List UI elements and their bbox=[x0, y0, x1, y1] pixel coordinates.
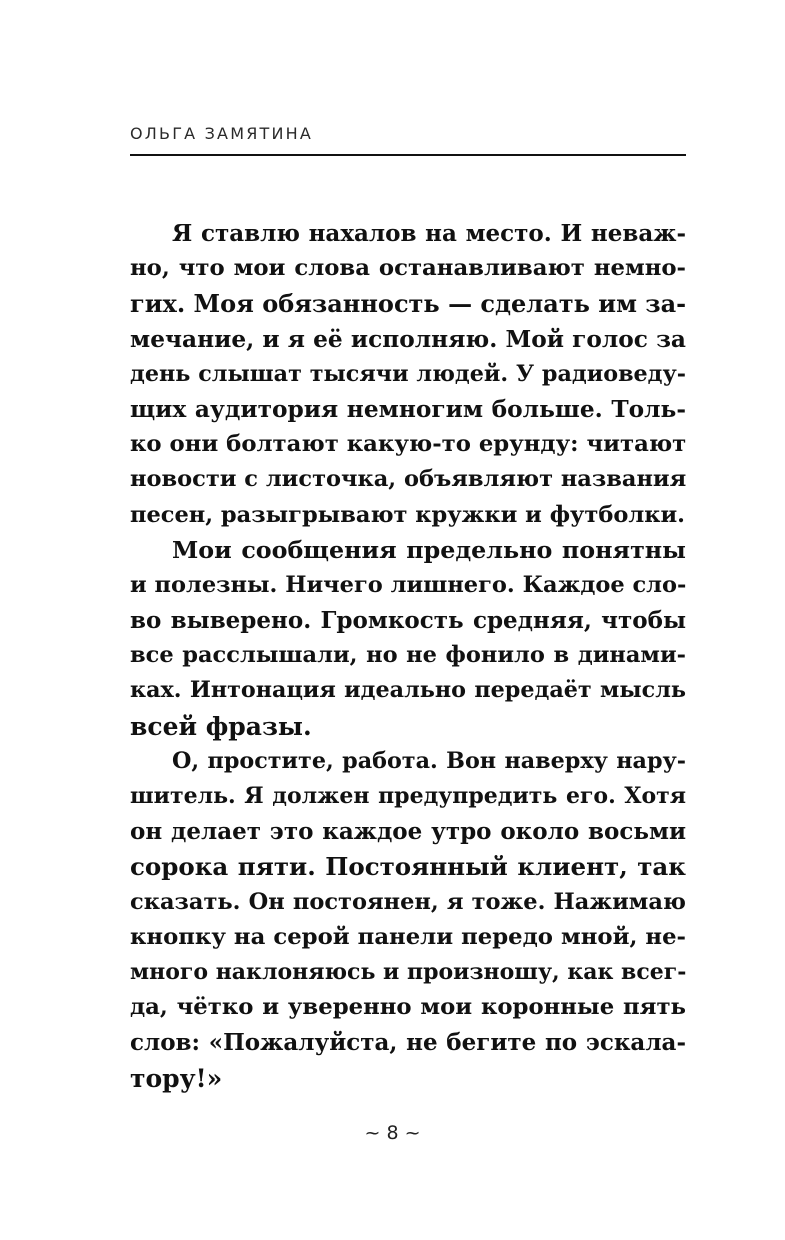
paragraph-2 bbox=[130, 533, 686, 744]
text-line: но, что мои слова останавливают немно- bbox=[130, 255, 686, 282]
text-line: Я ставлю нахалов на место. И неваж- bbox=[172, 220, 686, 247]
text-line: гих. Моя обязанность — сделать им за- bbox=[130, 289, 686, 319]
page-number: ~ 8 ~ bbox=[364, 1122, 421, 1144]
body-text bbox=[130, 216, 686, 1096]
text-line: слов: «Пожалуйста, не бегите по эскала- bbox=[130, 1029, 686, 1057]
text-line: О, простите, работа. Вон наверху нару- bbox=[172, 747, 686, 774]
text-line: Мои сообщения предельно понятны bbox=[172, 535, 686, 564]
text-line: во выверено. Громкость средняя, чтобы bbox=[130, 607, 686, 635]
running-head: ОЛЬГА ЗАМЯТИНА bbox=[130, 124, 314, 143]
text-line: ко они болтают какую-то ерунду: читают bbox=[130, 431, 686, 458]
text-line: тору!» bbox=[130, 1063, 223, 1093]
text-line: щих аудитория немногим больше. Толь- bbox=[130, 395, 686, 423]
text-line: шитель. Я должен предупредить его. Хотя bbox=[130, 783, 686, 809]
text-line: да, чётко и уверенно мои коронные пять bbox=[130, 994, 686, 1021]
text-line: он делает это каждое утро около восьми bbox=[130, 818, 686, 846]
text-line: сорока пяти. Постоянный клиент, так bbox=[130, 852, 686, 882]
paragraph-1 bbox=[130, 216, 686, 533]
text-line: песен, разыгрывают кружки и футболки. bbox=[130, 501, 685, 528]
text-line: много наклоняюсь и произношу, как всег- bbox=[130, 958, 686, 985]
text-line: сказать. Он постоянен, я тоже. Нажимаю bbox=[130, 888, 686, 915]
text-line: новости с листочка, объявляют названия bbox=[130, 466, 686, 493]
text-line: мечание, и я её исполняю. Мой голос за bbox=[130, 325, 686, 353]
text-line: ках. Интонация идеально передаёт мысль bbox=[130, 677, 686, 704]
text-line: день слышат тысячи людей. У радиоведу- bbox=[130, 360, 686, 387]
running-head-rule bbox=[130, 154, 686, 156]
text-line: кнопку на серой панели передо мной, не- bbox=[130, 923, 686, 950]
text-line: и полезны. Ничего лишнего. Каждое сло- bbox=[130, 571, 686, 598]
paragraph-3 bbox=[130, 744, 686, 1096]
text-line: все расслышали, но не фонило в динами- bbox=[130, 642, 686, 669]
text-line: всей фразы. bbox=[130, 711, 312, 741]
